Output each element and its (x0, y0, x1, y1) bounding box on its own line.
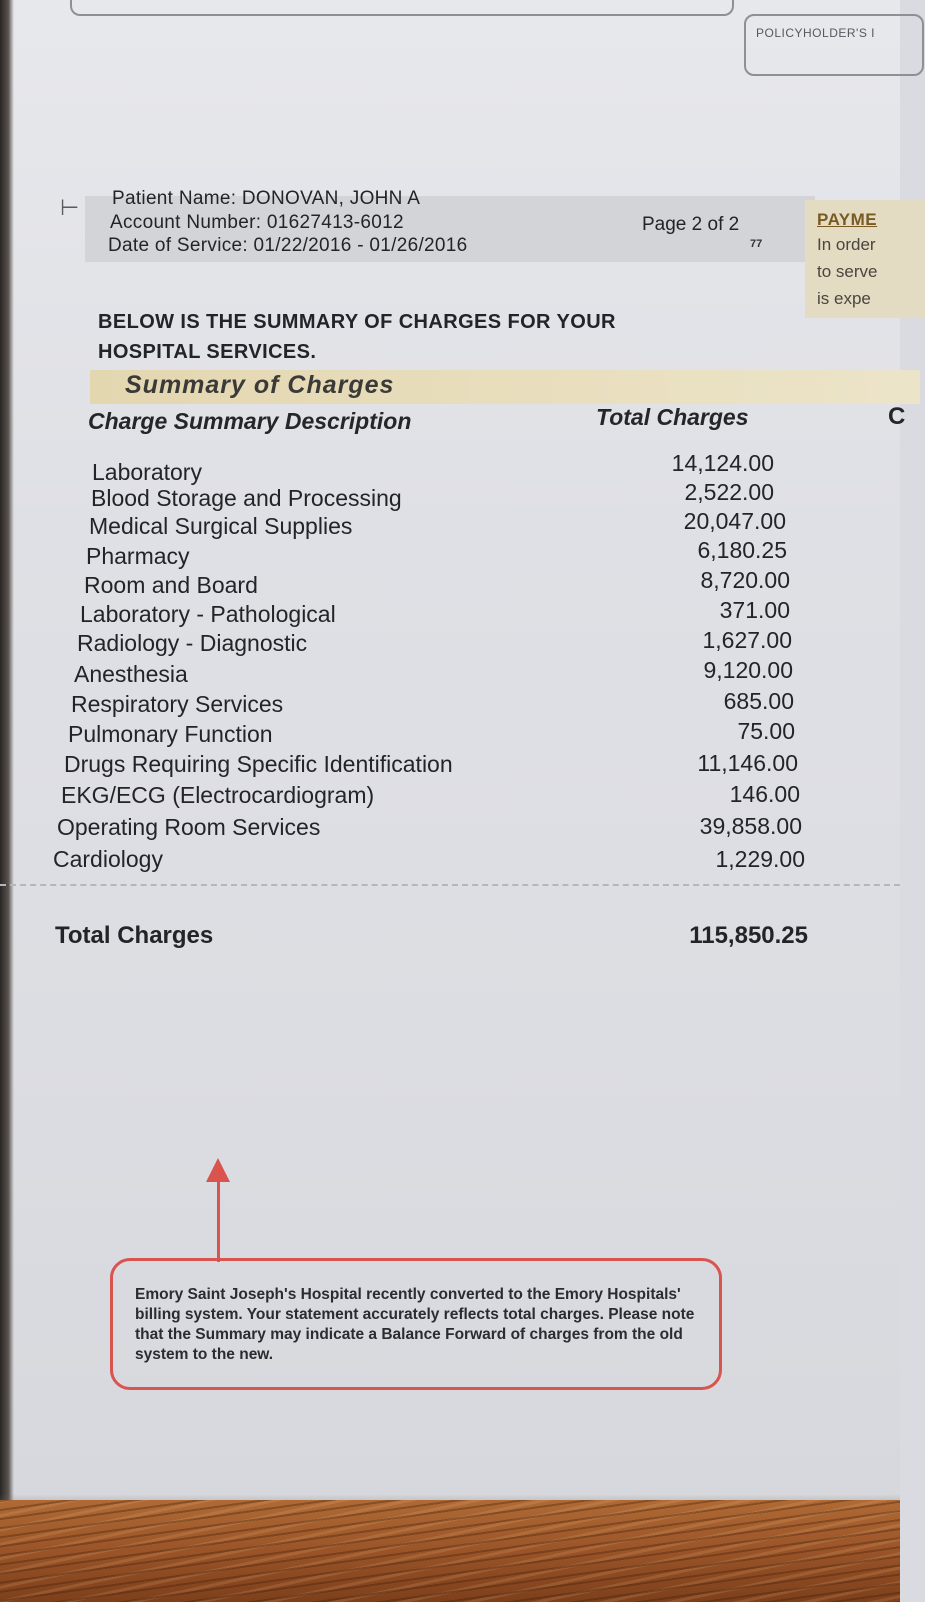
summary-intro (98, 307, 798, 367)
column-header-description: Charge Summary Description (88, 408, 412, 434)
charge-amount: 14,124.00 (671, 450, 774, 476)
policyholder-label: POLICYHOLDER'S I (756, 26, 875, 40)
charge-description: Room and Board (84, 572, 258, 598)
charge-amount: 9,120.00 (703, 657, 793, 683)
charge-description: EKG/ECG (Electrocardiogram) (61, 782, 375, 808)
billing-note-text: Emory Saint Joseph's Hospital recently converted to the Emory Hospitals' billing system. Your statement accurately reflects total charges. Please note that the Summary may indicate a Balance Forward of charges from the old system to the new. (135, 1286, 695, 1363)
summary-intro-line: HOSPITAL SERVICES. (98, 341, 317, 363)
column-header-extra: C (888, 403, 906, 430)
charge-amount: 39,858.00 (699, 813, 802, 839)
charge-description: Respiratory Services (71, 691, 284, 717)
summary-intro-line: BELOW IS THE SUMMARY OF CHARGES FOR YOUR (98, 311, 616, 333)
column-header-total: Total Charges (596, 404, 749, 430)
page-subnumber: 77 (750, 238, 763, 250)
charge-description: Blood Storage and Processing (91, 485, 402, 511)
charge-description: Laboratory (92, 459, 202, 485)
charge-description: Medical Surgical Supplies (89, 513, 353, 539)
charge-description: Radiology - Diagnostic (77, 630, 308, 656)
charge-amount: 371.00 (719, 597, 790, 623)
total-divider (0, 884, 900, 886)
account-number: Account Number: 01627413-6012 (110, 212, 404, 233)
date-of-service: Date of Service: 01/22/2016 - 01/26/2016 (108, 235, 468, 256)
summary-title: Summary of Charges (125, 371, 395, 399)
charge-description: Operating Room Services (57, 814, 321, 840)
wooden-desk-surface (0, 1500, 900, 1602)
tick-mark-icon: ⊢ (60, 195, 80, 220)
total-charges-label: Total Charges (55, 922, 214, 949)
billing-system-note (110, 1258, 722, 1390)
charge-amount: 1,229.00 (715, 846, 805, 872)
charge-amount: 11,146.00 (697, 750, 798, 776)
top-form-box (70, 0, 734, 16)
charge-description: Drugs Requiring Specific Identification (64, 751, 453, 777)
charge-amount: 8,720.00 (700, 567, 790, 593)
charge-amount: 20,047.00 (683, 508, 786, 534)
arrow-shaft (217, 1178, 220, 1262)
charge-description: Pulmonary Function (68, 721, 273, 747)
payment-title: PAYME (817, 210, 878, 229)
page-shadow-edge (0, 0, 14, 1500)
payment-panel (805, 200, 925, 318)
charge-amount: 146.00 (729, 781, 800, 807)
policyholder-box (744, 14, 924, 76)
charge-amount: 75.00 (737, 718, 795, 744)
charge-amount: 6,180.25 (697, 537, 787, 563)
total-charges-amount: 115,850.25 (689, 922, 808, 949)
charge-description: Anesthesia (74, 661, 188, 687)
charge-amount: 1,627.00 (702, 627, 792, 653)
charge-description: Pharmacy (86, 543, 190, 569)
charge-amount: 2,522.00 (684, 479, 774, 505)
patient-name: Patient Name: DONOVAN, JOHN A (112, 188, 421, 209)
payment-line: In order (817, 235, 876, 254)
charge-amount: 685.00 (723, 688, 794, 714)
charge-description: Laboratory - Pathological (80, 601, 336, 627)
page-number: Page 2 of 2 (642, 214, 740, 235)
payment-line: to serve (817, 262, 878, 281)
payment-line: is expe (817, 289, 871, 308)
charge-description: Cardiology (53, 846, 163, 872)
